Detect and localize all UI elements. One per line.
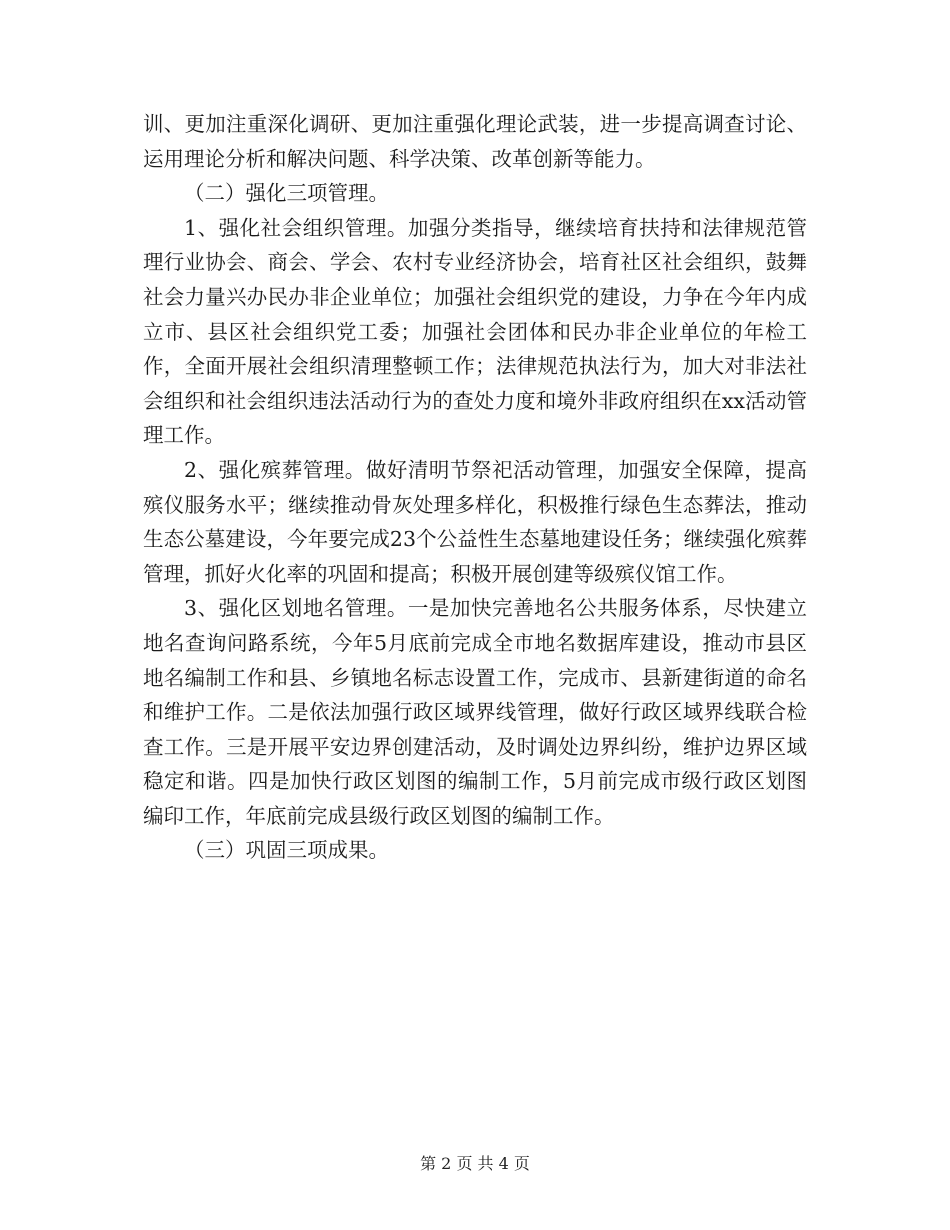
paragraph-social-organization: 1、强化社会组织管理。加强分类指导，继续培育扶持和法律规范管理行业协会、商会、学会、农村专业经济协会，培育社区社会组织，鼓舞社会力量兴办民办非企业单位；加强社会组织党的建设，力争在今年内成立市、县区社会组织党工委；加强社会团体和民办非企业单位的年检工作，全面开展社会组织清理整顿工作；法律规范执法行为，加大对非法社会组织和社会组织违法活动行为的查处力度和境外非政府组织在xx活动管理工作。 [143,215,807,448]
page-number-footer: 第 2 页 共 4 页 [420,1154,530,1173]
document-body [143,107,807,868]
paragraph-funeral-management: 2、强化殡葬管理。做好清明节祭祀活动管理，加强安全保障，提高殡仪服务水平；继续推动骨灰处理多样化，积极推行绿色生态葬法，推动生态公墓建设，今年要完成23个公益性生态墓地建设任务；继续强化殡葬管理，抓好火化率的巩固和提高；积极开展创建等级殡仪馆工作。 [143,457,807,586]
paragraph-continuation: 训、更加注重深化调研、更加注重强化理论武装，进一步提高调查讨论、运用理论分析和解决问题、科学决策、改革创新等能力。 [143,112,807,171]
heading-section-3: （三）巩固三项成果。 [184,838,389,863]
heading-section-2: （二）强化三项管理。 [184,181,389,206]
paragraph-place-names: 3、强化区划地名管理。一是加快完善地名公共服务体系，尽快建立地名查询问路系统，今年5月底前完成全市地名数据库建设，推动市县区地名编制工作和县、乡镇地名标志设置工作，完成市、县新建街道的命名和维护工作。二是依法加强行政区域界线管理，做好行政区域界线联合检查工作。三是开展平安边界创建活动，及时调处边界纠纷，维护边界区域稳定和谐。四是加快行政区划图的编制工作，5月前完成市级行政区划图编印工作，年底前完成县级行政区划图的编制工作。 [143,596,807,828]
